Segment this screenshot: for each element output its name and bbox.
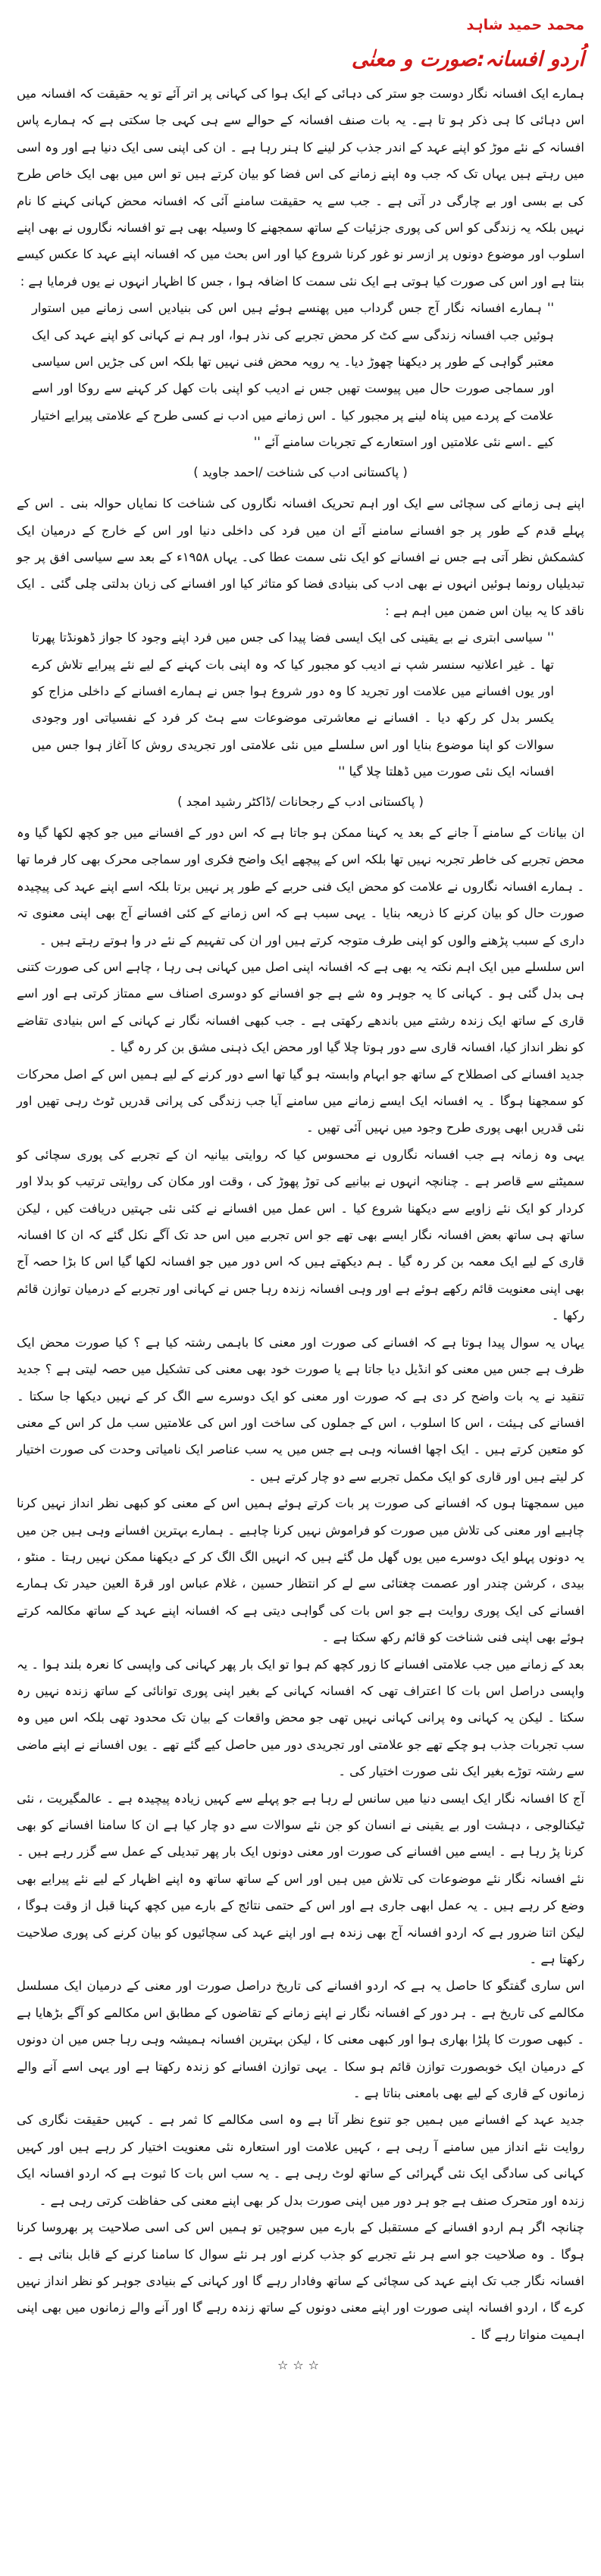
block-quote: '' ہمارے افسانہ نگار آج جس گرداب میں پھنسے ہوئے ہیں اس کی بنیادیں اسی زمانے میں استوار ہوئیں جب افسانہ زندگی سے کٹ کر محض تجربے کی نذر ہوا، اور ہم نے کہانی کو اپنے عہد کی ایک معتبر گواہی کے طور پر دیکھنا چھوڑ دیا۔ یہ رویہ محض فنی نہیں تھا بلکہ اس کی جڑیں اس سیاسی اور سماجی صورت حال میں پیوست تھیں جس نے ادیب کو اپنی بات کھل کر کہنے سے روکا اور اسے علامت کے پردے میں پناہ لینے پر مجبور کیا ۔ اس زمانے میں ادب نے کسی طرح کے علامتی پیرایے اختیار کیے ۔اسے نئی علامتیں اور استعارے کے تجربات سامنے آئے ''	[32, 301, 554, 450]
body-paragraph: چنانچہ اگر ہم اردو افسانے کے مستقبل کے بارے میں سوچیں تو ہمیں اس کی اسی صلاحیت پر بھروسا کرنا ہوگا ۔ وہ صلاحیت جو اسے ہر نئے تجربے کو جذب کرنے اور ہر نئے سوال کا سامنا کرنے کے قابل بناتی ہے ۔ افسانہ نگار جب تک اپنے عہد کی سچائی کے ساتھ وفادار رہے گا اور کہانی کے بنیادی جوہر کو نظر انداز نہیں کرے گا ، اردو افسانہ اپنی صورت اور اپنے معنی دونوں کے ساتھ زندہ رہے گا اور آنے والے زمانوں میں بھی اپنی اہمیت منواتا رہے گا ۔	[17, 2220, 584, 2342]
body-paragraph: یہی وہ زمانہ ہے جب افسانہ نگاروں نے محسوس کیا کہ روایتی بیانیہ ان کے تجربے کی پوری سچائی کو سمیٹنے سے قاصر ہے ۔ چنانچہ انہوں نے بیانیے کی توڑ پھوڑ کی ، وقت اور مکان کی روایتی ترتیب کو بدلا اور کردار کو ایک نئے زاویے سے دیکھنا شروع کیا ۔ اس عمل میں افسانے نے کئی نئی جہتیں دریافت کیں ، لیکن ساتھ ہی ساتھ بعض افسانہ نگار ایسے بھی تھے جو اس تجربے میں اس حد تک آگے نکل گئے کہ ان کا افسانہ قاری کے لیے ایک معمہ بن کر رہ گیا ۔ ہم دیکھتے ہیں کہ اس دور میں جو افسانہ لکھا گیا اس کا بڑا حصہ آج بھی اپنی معنویت قائم رکھے ہوئے ہے اور وہی افسانہ زندہ رہا جس نے کہانی اور تجربے کے درمیان توازن قائم رکھا ۔	[17, 1147, 584, 1323]
body-paragraph: ان بیانات کے سامنے آ جانے کے بعد یہ کہنا ممکن ہو جاتا ہے کہ اس دور کے افسانے میں جو کچھ لکھا گیا وہ محض تجربے کی خاطر تجربہ نہیں تھا بلکہ اس کے پیچھے ایک واضح فکری اور سماجی محرک بھی کار فرما تھا ۔ ہمارے افسانہ نگاروں نے علامت کو محض ایک فنی حربے کے طور پر نہیں برتا بلکہ اسے اپنے عہد کی پیچیدہ صورت حال کو بیان کرنے کا ذریعہ بنایا ۔ یہی سبب ہے کہ اس زمانے کے کئی افسانے آج بھی اپنی معنوی تہ داری کے سبب پڑھنے والوں کو اپنی طرف متوجہ کرتے ہیں اور ان کی تفہیم کے نئے در وا ہوتے رہتے ہیں ۔	[17, 825, 584, 948]
body-paragraph: میں سمجھتا ہوں کہ افسانے کی صورت پر بات کرتے ہوئے ہمیں اس کے معنی کو کبھی نظر انداز نہیں کرنا چاہیے اور معنی کی تلاش میں صورت کو فراموش نہیں کرنا چاہیے ۔ ہمارے بہترین افسانے وہی ہیں جن میں یہ دونوں پہلو ایک دوسرے میں یوں گھل مل گئے ہیں کہ انہیں الگ الگ کر کے دیکھنا ممکن نہیں رہتا ۔ منٹو ، بیدی ، کرشن چندر اور عصمت چغتائی سے لے کر انتظار حسین ، غلام عباس اور قرۃ العین حیدر تک ہمارے افسانے کی ایک پوری روایت ہے جو اس بات کی گواہی دیتی ہے کہ افسانہ اپنے عہد کے ساتھ مکالمہ کرتے ہوئے بھی اپنی فنی شناخت کو قائم رکھ سکتا ہے ۔	[17, 1496, 584, 1645]
author-name: محمد حمید شاہد	[466, 17, 584, 33]
quote-source-text: ( پاکستانی ادب کی شناخت /احمد جاوید )	[193, 464, 408, 479]
body-paragraph: جدید عہد کے افسانے میں ہمیں جو تنوع نظر آتا ہے وہ اسی مکالمے کا ثمر ہے ۔ کہیں حقیقت نگاری کی روایت نئے انداز میں سامنے آ رہی ہے ، کہیں علامت اور استعارہ نئی معنویت اختیار کر رہے ہیں اور کہیں کہانی کی سادگی ایک نئی گہرائی کے ساتھ لوٹ رہی ہے ۔ یہ سب اس بات کا ثبوت ہے کہ اردو افسانہ ایک زندہ اور متحرک صنف ہے جو ہر دور میں اپنی صورت بدل کر بھی اپنے معنی کی حفاظت کرتی رہی ہے ۔	[17, 2112, 584, 2208]
quote-source	[17, 459, 584, 486]
body-paragraph: اپنے ہی زمانے کی سچائی سے ایک اور اہم تحریک افسانہ نگاروں کی شناخت کا نمایاں حوالہ بنی ۔ اس کے پہلے قدم کے طور پر جو افسانے سامنے آئے ان میں فرد کی داخلی دنیا اور اس کے خارج کے درمیان ایک کشمکش نظر آتی ہے جس نے افسانے کو ایک نئی سمت عطا کی۔ یہاں ۱۹۵۸ء کے بعد سے سیاسی افق پر جو تبدیلیاں رونما ہوئیں انہوں نے بھی ادب کی بنیادی فضا کو متاثر کیا اور افسانے کی زبان بدلتی چلی گئی ۔ ایک ناقد کا یہ بیان اس ضمن میں اہم ہے :	[17, 496, 584, 618]
body-paragraph: جدید افسانے کی اصطلاح کے ساتھ جو ابہام وابستہ ہو گیا تھا اسے دور کرنے کے لیے ہمیں اس کے اصل محرکات کو سمجھنا ہوگا ۔ یہ افسانہ ایک ایسے زمانے میں سامنے آیا جب زندگی کی پرانی قدریں ٹوٹ رہی تھیں اور نئی قدریں ابھی پوری طرح وجود میں نہیں آئی تھیں ۔	[17, 1066, 584, 1135]
body-paragraph: اس ساری گفتگو کا حاصل یہ ہے کہ اردو افسانے کی تاریخ دراصل صورت اور معنی کے درمیان ایک مسلسل مکالمے کی تاریخ ہے ۔ ہر دور کے افسانہ نگار نے اپنے زمانے کے تقاضوں کے مطابق اس مکالمے کو آگے بڑھایا ہے ۔ کبھی صورت کا پلڑا بھاری ہوا اور کبھی معنی کا ، لیکن بہترین افسانہ ہمیشہ وہی رہا جس میں ان دونوں کے درمیان ایک خوبصورت توازن قائم ہو سکا ۔ یہی توازن افسانے کو زندہ رکھتا ہے اور یہی اسے آنے والے زمانوں کے قاری کے لیے بھی بامعنی بناتا ہے ۔	[17, 1978, 584, 2101]
body-paragraph: اس سلسلے میں ایک اہم نکتہ یہ بھی ہے کہ افسانہ اپنی اصل میں کہانی ہی رہا ، چاہے اس کی صورت کتنی ہی بدل گئی ہو ۔ کہانی کا یہ جوہر وہ شے ہے جو افسانے کو دوسری اصناف سے ممتاز کرتی ہے اور اسے قاری کے ساتھ ایک زندہ رشتے میں باندھے رکھتی ہے ۔ جب کبھی افسانہ نگار نے کہانی کے اس بنیادی تقاضے کو نظر انداز کیا، افسانہ قاری سے دور ہوتا چلا گیا اور محض ایک ذہنی مشق بن کر رہ گیا ۔	[17, 960, 584, 1055]
body-paragraph: بعد کے زمانے میں جب علامتی افسانے کا زور کچھ کم ہوا تو ایک بار پھر کہانی کی واپسی کا نعرہ بلند ہوا ۔ یہ واپسی دراصل اس بات کا اعتراف تھی کہ افسانہ کہانی کے بغیر اپنی پوری توانائی کے ساتھ زندہ نہیں رہ سکتا ۔ لیکن یہ کہانی وہ پرانی کہانی نہیں تھی جو محض واقعات کے بیان تک محدود تھی بلکہ اس میں وہ سب تجربات جذب ہو چکے تھے جو علامتی اور تجریدی دور میں حاصل کیے گئے تھے ۔ یوں افسانے نے اپنے ماضی سے رشتہ توڑے بغیر ایک نئی صورت اختیار کی ۔	[17, 1656, 584, 1779]
article-title: اُردو افسانہ:صورت و معنٰی	[351, 48, 584, 71]
body-paragraph: یہاں یہ سوال پیدا ہوتا ہے کہ افسانے کی صورت اور معنی کا باہمی رشتہ کیا ہے ؟ کیا صورت محض ایک ظرف ہے جس میں معنی کو انڈیل دیا جاتا ہے یا صورت خود بھی معنی کی تشکیل میں حصہ لیتی ہے ؟ جدید تنقید نے یہ بات واضح کر دی ہے کہ صورت اور معنی کو ایک دوسرے سے الگ کر کے نہیں دیکھا جا سکتا ۔ افسانے کی ہیئت ، اس کا اسلوب ، اس کے جملوں کی ساخت اور اس کی علامتیں سب مل کر اس کے معنی کو متعین کرتے ہیں ۔ ایک اچھا افسانہ وہی ہے جس میں یہ سب عناصر ایک نامیاتی وحدت کی صورت اختیار کر لیتے ہیں اور قاری کو ایک مکمل تجربے سے دو چار کرتے ہیں ۔	[17, 1335, 584, 1484]
end-stars: ☆☆☆	[277, 2358, 324, 2373]
quote-source	[17, 788, 584, 815]
quote-source-text: ( پاکستانی ادب کے رجحانات /ڈاکٹر رشید امجد )	[177, 794, 424, 809]
intro-paragraph: ہمارے ایک افسانہ نگار دوست جو ستر کی دہائی کے ایک ہوا کی کہانی پر اتر آئے تو یہ حقیقت کہ افسانہ میں اس دہائی کا ہی ذکر ہو تا ہے۔ یہ بات صنف افسانہ کے حوالے سے ہی کہی جا سکتی ہے کہ ہمارے پاس افسانہ کے نئے موڑ کو اپنے عہد کے اندر جذب کر لینے کا ہنر رہا ہے ۔ ان کی اپنی سی ایک دنیا ہے اور وہ اسی میں رہتے ہیں یہاں تک کہ جب وہ اپنے زمانے کی اس فضا کو بیان کرتے ہیں تو اس میں بھی ایک خاص طرح کی بے بسی اور بے چارگی در آتی ہے ۔ جب سے یہ حقیقت سامنے آئی کہ افسانہ محض کہانی کہنے کا نام نہیں بلکہ یہ زندگی کو اس کی پوری جزئیات کے ساتھ سمجھنے کا وسیلہ بھی ہے تو افسانہ نگاروں نے بھی اپنے اسلوب اور موضوع دونوں پر ازسر نو غور کرنا شروع کیا اور اس بحث میں کہ افسانہ اپنے عہد کا عکس کیسے بنتا ہے اور اس کی صورت کیا ہوتی ہے ایک نئی سمت کا اضافہ ہوا ، جس کا اظہار انہوں نے یوں فرمایا ہے :	[17, 86, 584, 289]
block-quote: '' سیاسی ابتری نے بے یقینی کی ایک ایسی فضا پیدا کی جس میں فرد اپنے وجود کا جواز ڈھونڈتا پھرتا تھا ۔ غیر اعلانیہ سنسر شپ نے ادیب کو مجبور کیا کہ وہ اپنی بات کہنے کے لیے نئے پیرایے تلاش کرے اور یوں افسانے میں علامت اور تجرید کا وہ دور شروع ہوا جس نے ہمارے افسانے کے داخلی مزاج کو یکسر بدل کر رکھ دیا ۔ افسانے نے معاشرتی موضوعات سے ہٹ کر فرد کے نفسیاتی اور وجودی سوالات کو اپنا موضوع بنایا اور اس سلسلے میں نئی علامتی اور تجریدی روش کا آغاز ہوا جس میں افسانہ ایک نئی صورت میں ڈھلتا چلا گیا ''	[32, 630, 554, 779]
body-paragraph: آج کا افسانہ نگار ایک ایسی دنیا میں سانس لے رہا ہے جو پہلے سے کہیں زیادہ پیچیدہ ہے ۔ عالمگیریت ، نئی ٹیکنالوجی ، دہشت اور بے یقینی نے انسان کو جن نئے سوالات سے دو چار کیا ہے ان کا سامنا افسانے کو بھی کرنا پڑ رہا ہے ۔ ایسے میں افسانے کی صورت اور معنی دونوں ایک بار پھر تبدیلی کے عمل سے گزر رہے ہیں ۔ نئے افسانہ نگار نئے موضوعات کی تلاش میں ہیں اور اس کے ساتھ ساتھ وہ اپنے اظہار کے لیے نئے پیرایے بھی وضع کر رہے ہیں ۔ یہ عمل ابھی جاری ہے اور اس کے حتمی نتائج کے بارے میں کچھ کہنا قبل از وقت ہوگا ، لیکن اتنا ضرور ہے کہ اردو افسانہ آج بھی زندہ ہے اور اپنے عہد کی سچائیوں کو بیان کرنے کی پوری صلاحیت رکھتا ہے ۔	[17, 1791, 584, 1967]
